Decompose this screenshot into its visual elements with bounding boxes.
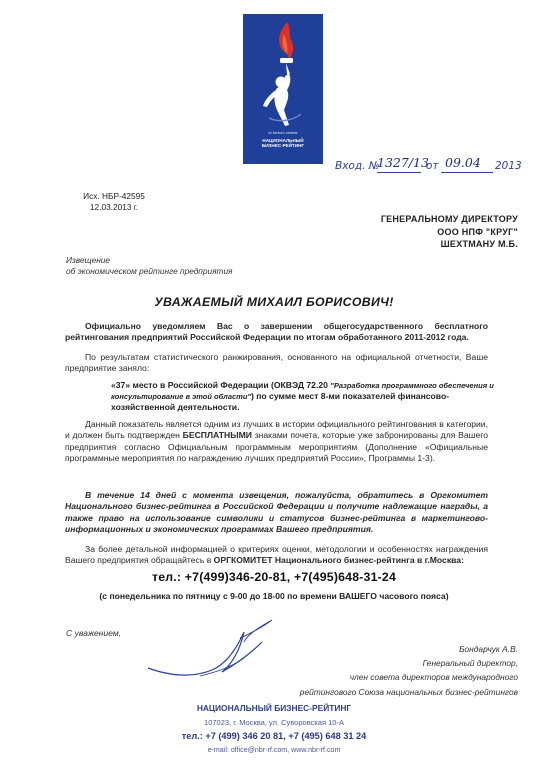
logo-name <box>243 138 323 148</box>
place-okved-desc: "Разработка программного обеспечения и консультирование в этой области" <box>111 381 494 402</box>
incoming-date-underline <box>441 172 493 173</box>
outgoing-date: 12.03.2013 г. <box>89 202 139 212</box>
addressee-line2: ООО НПФ "КРУГ" <box>437 226 518 237</box>
logo-name-line1: НАЦИОНАЛЬНЫЙ <box>262 138 304 143</box>
outgoing-reference <box>65 191 163 213</box>
incoming-number-underline <box>377 172 421 173</box>
incoming-date: 09.04 <box>445 155 481 170</box>
signer-block <box>238 642 518 699</box>
incoming-number: 1327/13 <box>377 155 429 170</box>
paragraph-deadline <box>65 490 488 536</box>
logo-motto: in factum veritas <box>268 130 298 135</box>
paragraph-notification <box>65 321 488 344</box>
paragraph-achievement-text-c: знаками почета, которые уже забронированы для Вашего предприятия согласно Официальным программным мероприятиям (Дополнение «Официальные программные мероприятия по награждению лучших предприятий России», Программы 1-3). <box>65 430 488 464</box>
paragraph-notification-text: Официально уведомляем Вас о завершении общегосударственного бесплатного рейтингования предприятий Российской Федерации по итогам обработанного 2011-2012 года. <box>65 321 488 343</box>
incoming-stamp <box>335 155 525 177</box>
place-statement <box>111 380 496 414</box>
footer-contacts: e-mail: office@nbr-rf.com, www.nbr-rf.com <box>207 746 341 754</box>
regards: С уважением, <box>66 628 122 638</box>
letterhead-footer <box>0 703 548 754</box>
greeting: УВАЖАЕМЫЙ МИХАИЛ БОРИСОВИЧ! <box>154 295 394 309</box>
outgoing-number: Исх. НБР-42595 <box>83 191 145 201</box>
paragraph-achievement-text-a: Данный показатель является одним из лучших в истории официального рейтингования в категории, и должен быть подтвержден <box>65 419 488 441</box>
paragraph-achievement-free: БЕСПЛАТНЫМИ <box>182 430 252 441</box>
torch-bearer-icon <box>243 14 323 129</box>
addressee-block <box>298 213 518 251</box>
signer-name: Бондарчук А.В. <box>459 644 518 654</box>
paragraph-contact-committee: ОРГКОМИТЕТ Национального бизнес-рейтинга в г.Москва: <box>213 555 464 566</box>
incoming-label: Вход. № <box>335 160 380 172</box>
signer-title2: член совета директоров международного <box>349 672 518 683</box>
subject-block <box>66 255 233 277</box>
subject-line2: об экономическом рейтинге предприятия <box>66 266 233 276</box>
signer-title3: рейтингового Союза национальных бизнес-рейтингов <box>299 686 518 697</box>
paragraph-deadline-text: В течение 14 дней с момента извещения, пожалуйста, обратитесь в Оргкомитет Национального бизнес-рейтинга в Российской Федерации и получите надлежащие награды, а также право на использование символики и статусов бизнес-рейтинга в маркетингово-информационных и экономических программах Вашего предприятия. <box>65 490 488 535</box>
footer-address: 107023, г. Москва, ул. Суворовская 10-А <box>204 718 344 727</box>
incoming-year: 2013 <box>495 160 522 172</box>
signer-title1: Генеральный директор, <box>422 658 518 669</box>
logo-name-line2: БИЗНЕС-РЕЙТИНГ <box>261 143 305 149</box>
phone-numbers: тел.: +7(499)346-20-81, +7(495)648-31-24 <box>151 570 396 584</box>
footer-tel: тел.: +7 (499) 346 20 81, +7 (495) 648 31 24 <box>181 731 367 741</box>
working-hours: (с понедельника по пятницу с 9-00 до 18-00 по времени ВАШЕГО часового пояса) <box>99 591 449 601</box>
paragraph-achievement <box>65 419 488 465</box>
addressee-line1: ГЕНЕРАЛЬНОМУ ДИРЕКТОРУ <box>380 214 518 224</box>
place-main: «37» место в Российской Федерации (ОКВЭД 72.20 <box>111 380 328 390</box>
place-tail: ) по сумме мест 8-ми показателей финансово-хозяйственной деятельности. <box>111 391 450 413</box>
paragraph-contact-text-a: За более детальной информацией о критериях оценки, методологии и особенностях награждения Вашего предприятия обращайтесь в <box>65 544 488 566</box>
paragraph-ranking <box>65 352 488 375</box>
from-label: от <box>426 160 439 172</box>
addressee-line3: ШЕХТМАНУ М.Б. <box>440 239 518 249</box>
paragraph-contact <box>65 544 488 567</box>
subject-line1: Извещение <box>66 255 111 265</box>
paragraph-ranking-text: По результатам статистического ранжирования, основанного на официальной отчетности, Ваше предприятие заняло: <box>65 352 488 374</box>
footer-org: НАЦИОНАЛЬНЫЙ БИЗНЕС-РЕЙТИНГ <box>196 703 352 713</box>
organization-logo <box>243 14 323 164</box>
